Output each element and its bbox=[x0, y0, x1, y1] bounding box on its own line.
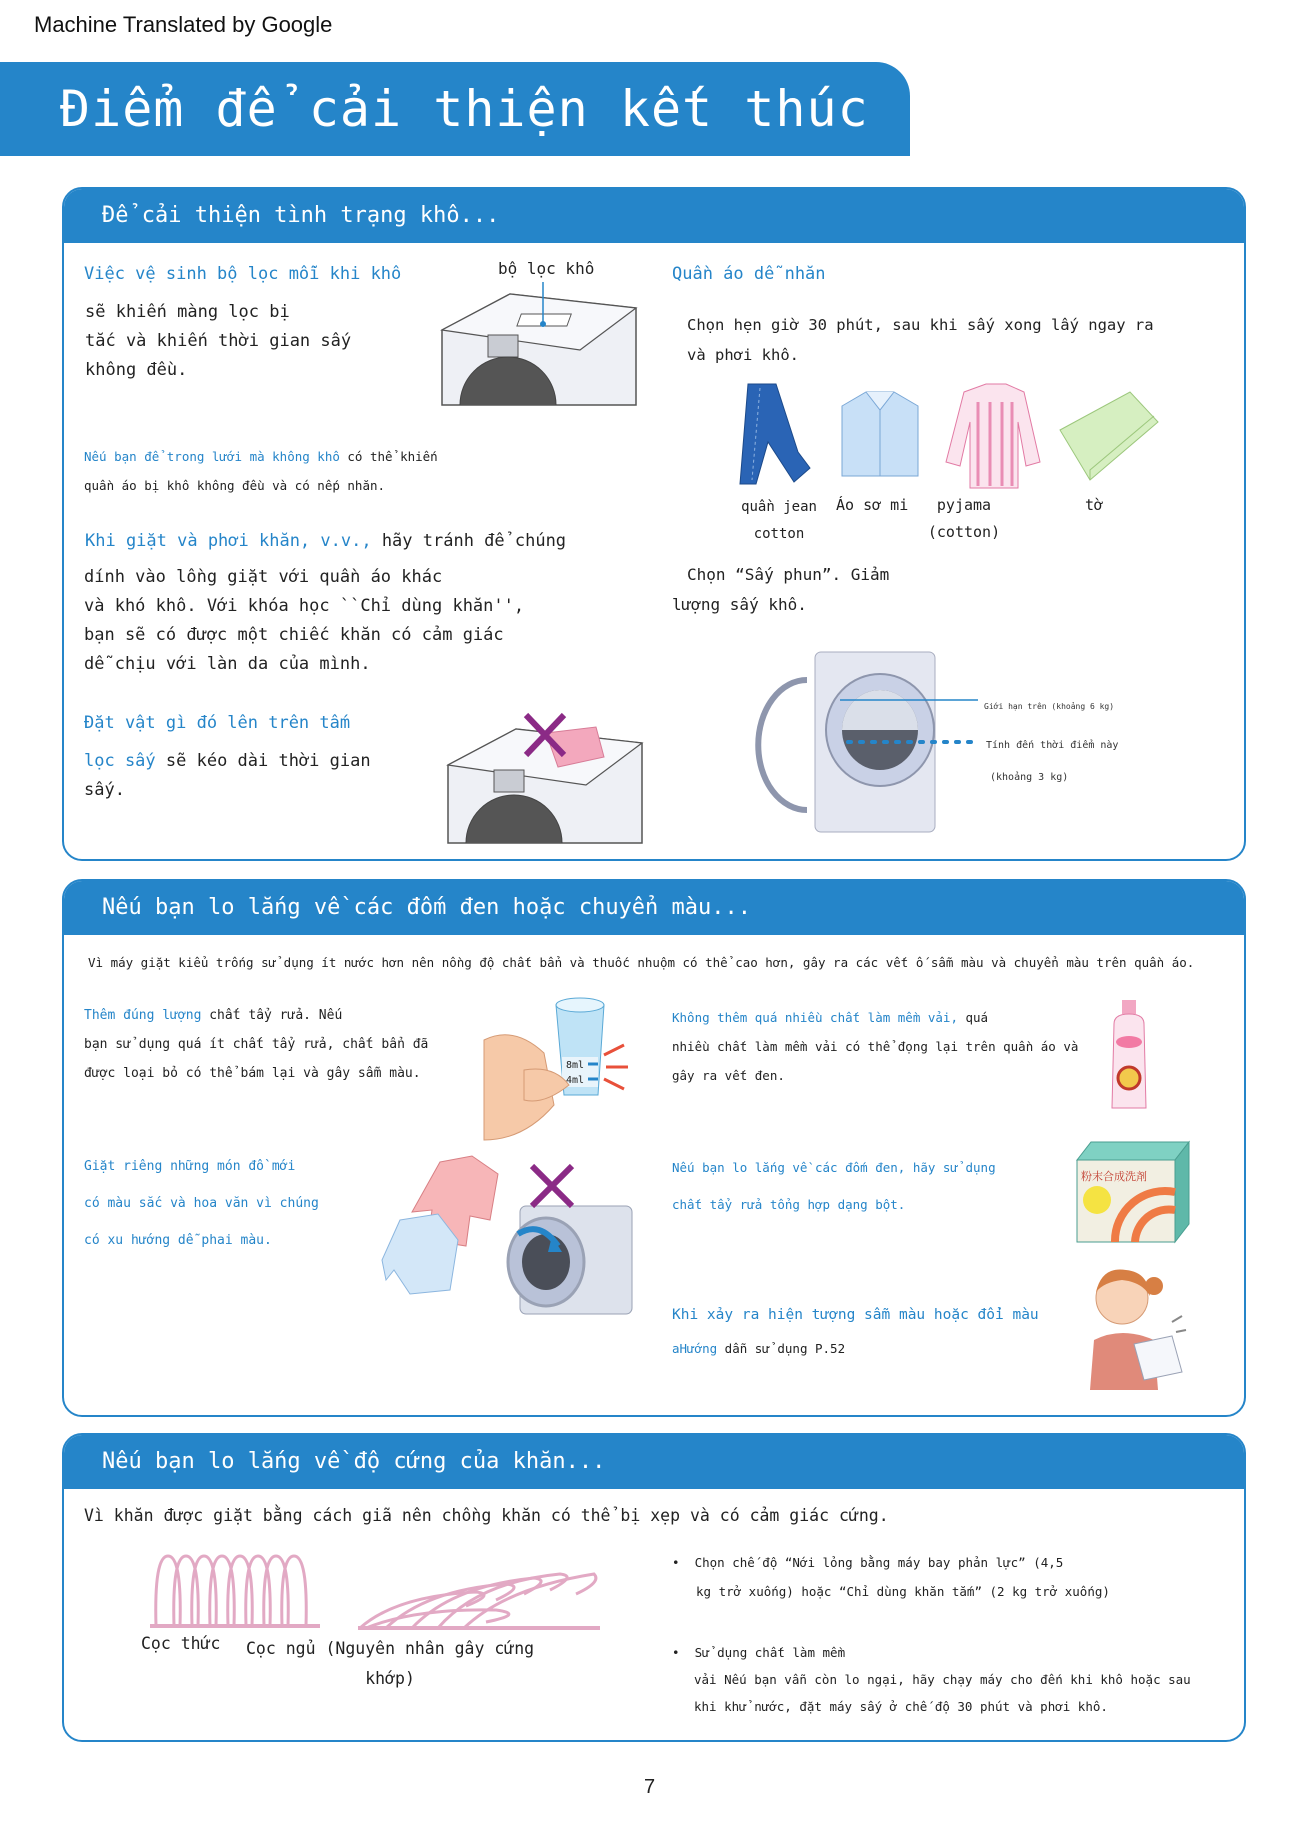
svg-text:8ml: 8ml bbox=[566, 1060, 585, 1071]
label-shirt: Áo sơ mi bbox=[836, 496, 909, 514]
object-body: lọc sấy sẽ kéo dài thời gian sấy. bbox=[84, 751, 371, 800]
svg-text:粉末合成洗剤: 粉末合成洗剤 bbox=[1081, 1170, 1147, 1183]
washer-object-illustration bbox=[446, 715, 646, 843]
drum-upper-limit: Giới hạn trên (khoảng 6 kg) bbox=[984, 702, 1115, 711]
filter-label: bộ lọc khô bbox=[498, 259, 595, 278]
softener-text: Không thêm quá nhiều chất làm mềm vải, quá nhiều chất làm mềm vải có thể đọng lại trên quần áo và gây ra vết đen. bbox=[672, 1010, 1079, 1083]
powder-detergent-icon bbox=[1075, 1140, 1190, 1244]
detergent-cup-illustration bbox=[484, 995, 629, 1140]
label-flattened-pile: Cọc ngủ (Nguyên nhân gây cứng khớp) bbox=[246, 1639, 535, 1688]
label-sheet: tờ bbox=[1085, 496, 1104, 514]
object-title: Đặt vật gì đó lên trên tấm bbox=[84, 713, 351, 733]
pyjama-icon bbox=[944, 382, 1042, 490]
discolor-text: Khi xảy ra hiện tượng sẫm màu hoặc đổi màu aHướng dẫn sử dụng P.52 bbox=[672, 1307, 1039, 1356]
softener-bottle-icon bbox=[1108, 998, 1152, 1112]
drum-point: Tính đến thời điểm này bbox=[986, 740, 1119, 751]
page-number: 7 bbox=[644, 1776, 656, 1798]
jeans-icon bbox=[738, 382, 813, 487]
towel-bullet-1: • Chọn chế độ “Nới lỏng bằng máy bay phản lực” (4,5 kg trở xuống) hoặc “Chỉ dùng khăn tắm” (2 kg trở xuống) bbox=[672, 1555, 1110, 1599]
powder-text: Nếu bạn lo lắng về các đốm đen, hãy sử dụng chất tẩy rửa tổng hợp dạng bột. bbox=[672, 1160, 996, 1212]
wrinkle-title: Quần áo dễ nhăn bbox=[672, 264, 826, 284]
towel-body: dính vào lồng giặt với quần áo khác và khó khô. Với khóa học ``Chỉ dùng khăn'', bạn sẽ có được một chiếc khăn có cảm giác dễ chịu với làn da của mình. bbox=[84, 567, 525, 674]
sheet-icon bbox=[1058, 390, 1160, 482]
section-towel-heading: Nếu bạn lo lắng về độ cứng của khăn... bbox=[102, 1449, 606, 1474]
clean-filter-title: Việc vệ sinh bộ lọc mỗi khi khô bbox=[84, 264, 402, 284]
separate-wash-illustration bbox=[380, 1150, 634, 1315]
towel-bullet-2: • Sử dụng chất làm mềm vải Nếu bạn vẫn còn lo ngại, hãy chạy máy cho đến khi khô hoặc sau khi khử nước, đặt máy sấy ở chế độ 30 phút và phơi khô. bbox=[672, 1645, 1191, 1714]
flattened-pile-illustration bbox=[356, 1566, 602, 1632]
detergent-text: Thêm đúng lượng chất tẩy rửa. Nếu bạn sử dụng quá ít chất tẩy rửa, chất bẩn đã được loại bỏ có thể bám lại và gây sẫm màu. bbox=[84, 1008, 429, 1081]
section-towel-header bbox=[64, 1435, 1244, 1489]
separate-text: Giặt riêng những món đồ mới có màu sắc và hoa văn vì chúng có xu hướng dễ phai màu. bbox=[84, 1159, 319, 1248]
label-pyjama: pyjama (cotton) bbox=[927, 496, 1001, 541]
section-spots-header bbox=[64, 881, 1244, 935]
section-drying-header bbox=[64, 189, 1244, 243]
page-title: Điểm để cải thiện kết thúc bbox=[60, 80, 869, 138]
clean-filter-body: sẽ khiến màng lọc bị tắc và khiến thời gian sấy không đều. bbox=[85, 302, 352, 380]
wrinkle-body: Chọn hẹn giờ 30 phút, sau khi sấy xong lấy ngay ra và phơi khô. bbox=[687, 316, 1154, 364]
section-drying-heading: Để cải thiện tình trạng khô... bbox=[102, 203, 500, 228]
washer-filter-illustration bbox=[440, 290, 640, 405]
section-spots-heading: Nếu bạn lo lắng về các đốm đen hoặc chuyển màu... bbox=[102, 895, 752, 920]
spots-intro: Vì máy giặt kiểu trống sử dụng ít nước hơn nên nồng độ chất bẩn và thuốc nhuộm có thể cao hơn, gây ra các vết ố sẫm màu và chuyển màu trên quần áo. bbox=[88, 955, 1195, 970]
drum-level-lines bbox=[840, 698, 980, 748]
shirt-icon bbox=[840, 388, 920, 478]
label-jeans: quần jean cotton bbox=[741, 499, 817, 542]
standing-pile-illustration bbox=[148, 1548, 324, 1628]
net-note: Nếu bạn để trong lưới mà không khô có thể khiến quần áo bị khô không đều và có nếp nhăn. bbox=[84, 449, 438, 493]
worried-woman-icon bbox=[1082, 1262, 1186, 1390]
towel-intro: Vì khăn được giặt bằng cách giã nên chồng khăn có thể bị xẹp và có cảm giác cứng. bbox=[84, 1506, 889, 1525]
drum-approx: (khoảng 3 kg) bbox=[990, 772, 1069, 783]
machine-translated-note: Machine Translated by Google bbox=[34, 12, 333, 37]
label-standing-pile: Cọc thức bbox=[141, 1634, 221, 1653]
spray-text: Chọn “Sấy phun”. Giảm lượng sấy khô. bbox=[672, 565, 890, 614]
svg-text:4ml: 4ml bbox=[566, 1075, 585, 1086]
towel-title: Khi giặt và phơi khăn, v.v., hãy tránh để chúng bbox=[85, 531, 567, 551]
